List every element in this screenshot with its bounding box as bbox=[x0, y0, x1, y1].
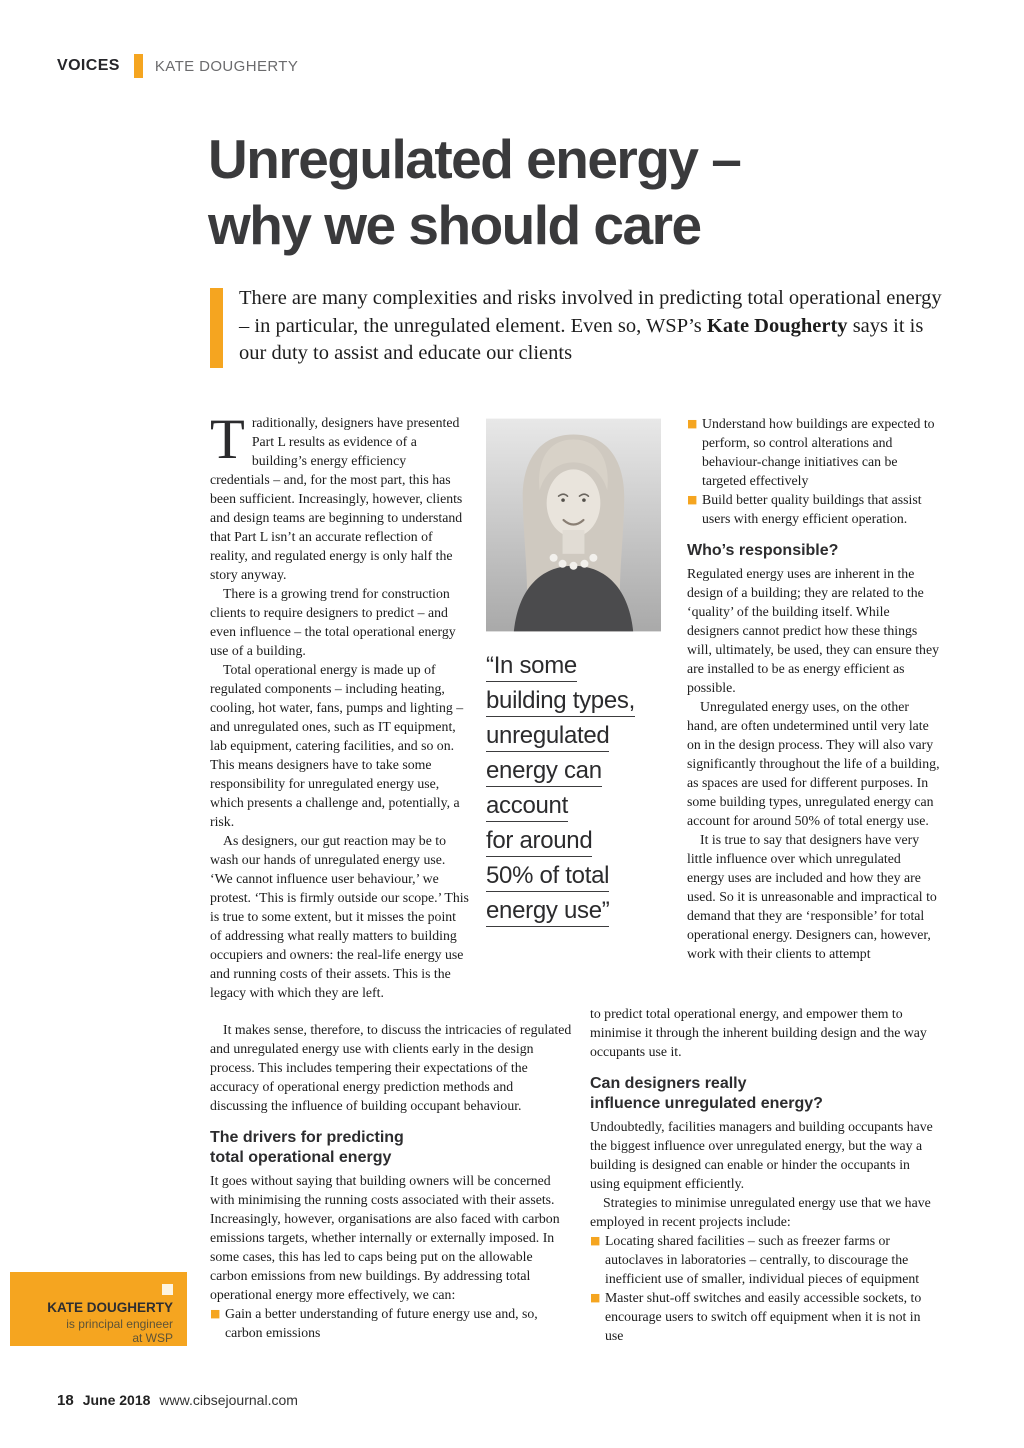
paragraph: There is a growing trend for construction clients to require designers to predict – and even influence – the total operational energy use of a building. bbox=[210, 586, 456, 658]
pull-quote-line: for around bbox=[486, 829, 592, 857]
paragraph: It is true to say that designers have very little influence over which unregulated energy uses are included and how they are used. So it is unreasonable and impractical to demand that they are ‘responsible’ for total operational energy. Designers can, however, work with their clients to attempt bbox=[687, 832, 937, 961]
lower-left-block bbox=[210, 1020, 572, 1342]
standfirst-text: There are many complexities and risks involved in predicting total operational energy – in particular, the unregulated element. Even so, WSP’s bbox=[239, 287, 942, 337]
paragraph: Undoubtedly, facilities managers and building occupants have the biggest influence over unregulated energy, but the way a building is designed can enable or hinder the occupants in using equipment efficiently. bbox=[590, 1119, 933, 1191]
article-headline bbox=[208, 126, 740, 258]
bullet-item bbox=[210, 1304, 572, 1342]
pull-quote-line: account bbox=[486, 794, 568, 822]
bullet-square-icon: ■ bbox=[590, 1234, 601, 1247]
paragraph: Unregulated energy uses, on the other hand, are often undetermined until very late on in the design process. They will also vary significantly throughout the life of a building, as spaces are used for different purposes. In some building types, unregulated energy can account for around 50% of total energy use. bbox=[687, 699, 940, 828]
bullet-text: Understand how buildings are expected to perform, so control alterations and behaviour-change initiatives can be targeted effectively bbox=[702, 416, 935, 488]
bio-role-line-2: at WSP bbox=[132, 1331, 173, 1345]
paragraph: Strategies to minimise unregulated energy use that we have employed in recent projects include: bbox=[590, 1195, 931, 1229]
heading-line-2: total operational energy bbox=[210, 1149, 392, 1166]
bullet-text: Master shut-off switches and easily accessible sockets, to encourage users to switch off equipment when it is not in use bbox=[605, 1290, 922, 1343]
paragraph: Regulated energy uses are inherent in the design of a building; they are related to the ‘quality’ of the building itself. While designers cannot predict how these things will, ultimately, be used, they can ensure they are installed to be as energy efficient as possible. bbox=[687, 566, 939, 695]
heading-line-1: Can designers really bbox=[590, 1075, 747, 1092]
paragraph: As designers, our gut reaction may be to wash our hands of unregulated energy use. ‘We cannot influence user behaviour,’ we protest. ‘This is firmly outside our scope.’ This is true to some extent, but it misses the point of addressing what really matters to building occupiers and owners: the real-life energy use and running costs of their assets. This is the legacy with which they are left. bbox=[210, 833, 469, 1000]
pull-quote-line: unregulated bbox=[486, 724, 609, 752]
bullet-text: Build better quality buildings that assist users with energy efficient operation. bbox=[702, 492, 922, 526]
bullet-square-icon: ■ bbox=[210, 1307, 221, 1320]
page-number: 18 bbox=[57, 1392, 74, 1409]
pull-quote-line: energy use” bbox=[486, 899, 609, 927]
paragraph: It makes sense, therefore, to discuss the intricacies of regulated and unregulated energy use with clients early in the design process. This includes tempering their expectations of the accuracy of operational energy prediction methods and discussing the influence of building occupant behaviour. bbox=[210, 1022, 572, 1113]
author-photo bbox=[486, 418, 661, 632]
paragraph bbox=[210, 408, 469, 584]
bio-author-name: KATE DOUGHERTY bbox=[47, 1300, 173, 1315]
bullet-square-icon: ■ bbox=[590, 1291, 601, 1304]
kicker-accent-bar bbox=[134, 54, 143, 78]
section-heading bbox=[590, 1074, 942, 1114]
standfirst bbox=[239, 285, 947, 368]
pull-quote-line: “In some bbox=[486, 654, 577, 682]
portrait-illustration bbox=[486, 418, 661, 632]
page-footer bbox=[57, 1392, 298, 1409]
kicker bbox=[57, 53, 298, 79]
pull-quote-line: 50% of total bbox=[486, 864, 609, 892]
bullet-item bbox=[590, 1288, 942, 1345]
bullet-square-icon: ■ bbox=[687, 417, 698, 430]
bullet-text: Locating shared facilities – such as freezer farms or autoclaves in laboratories – centrally, to discourage the inefficient use of smaller, individual pieces of equipment bbox=[605, 1233, 920, 1286]
section-heading: Who’s responsible? bbox=[687, 542, 839, 559]
headline-line-2: why we should care bbox=[208, 194, 701, 256]
standfirst-accent-bar bbox=[210, 288, 223, 368]
paragraph: Total operational energy is made up of regulated components – including heating, cooling, hot water, fans, pumps and lighting – and unregulated ones, such as IT equipment, lab equipment, catering facilities, and so on. This means designers have to take some responsibility for unregulated energy use, which presents a challenge and, potentially, a risk. bbox=[210, 662, 464, 829]
author-bio-box bbox=[10, 1272, 187, 1346]
bio-author-role bbox=[66, 1317, 173, 1345]
bullet-square-icon: ■ bbox=[687, 493, 698, 506]
pull-quote-line: building types, bbox=[486, 689, 635, 717]
standfirst-text-end: says it is our duty to assist and educate our clients bbox=[239, 314, 924, 364]
paragraph: It goes without saying that building owners will be concerned with minimising the running costs associated with their assets. Increasingly, however, organisations are also faced with carbon emissions targets, whether internally or externally imposed. In some cases, this has led to caps being put on the allowable carbon emissions from new buildings. By addressing total operational energy more effectively, we can: bbox=[210, 1173, 560, 1302]
bullet-text: Gain a better understanding of future energy use and, so, carbon emissions bbox=[225, 1306, 538, 1340]
bullet-item bbox=[687, 414, 941, 490]
heading-line-1: The drivers for predicting bbox=[210, 1129, 404, 1146]
paragraph-text: raditionally, designers have presented Part L results as evidence of a building’s energy efficiency credentials – and, for the most part, this has been sufficient. Increasingly, however, clients and design teams are beginning to understand that Part L isn’t an accurate reflection of reality, and regulated energy is only half the story anyway. bbox=[210, 415, 463, 582]
column-1 bbox=[210, 408, 469, 1002]
section-heading bbox=[210, 1128, 572, 1168]
column-3 bbox=[687, 414, 941, 963]
bio-role-line-1: is principal engineer bbox=[66, 1317, 173, 1331]
bullet-item bbox=[687, 490, 941, 528]
pull-quote-line: energy can bbox=[486, 759, 602, 787]
bullet-item bbox=[590, 1231, 942, 1288]
drop-cap: T bbox=[210, 408, 245, 471]
pull-quote bbox=[486, 654, 635, 934]
paragraph: to predict total operational energy, and empower them to minimise it through the inherent building design and the way occupants use it. bbox=[590, 1006, 927, 1059]
lower-right-block bbox=[590, 1004, 942, 1345]
journal-url: www.cibsejournal.com bbox=[159, 1392, 298, 1408]
kicker-author-name: KATE DOUGHERTY bbox=[154, 57, 299, 75]
heading-line-2: influence unregulated energy? bbox=[590, 1095, 823, 1112]
section-label: VOICES bbox=[57, 57, 120, 74]
issue-date: June 2018 bbox=[82, 1392, 151, 1408]
standfirst-author-bold: Kate Dougherty bbox=[706, 314, 848, 337]
bio-square-icon bbox=[162, 1284, 173, 1295]
headline-line-1: Unregulated energy – bbox=[208, 128, 741, 190]
